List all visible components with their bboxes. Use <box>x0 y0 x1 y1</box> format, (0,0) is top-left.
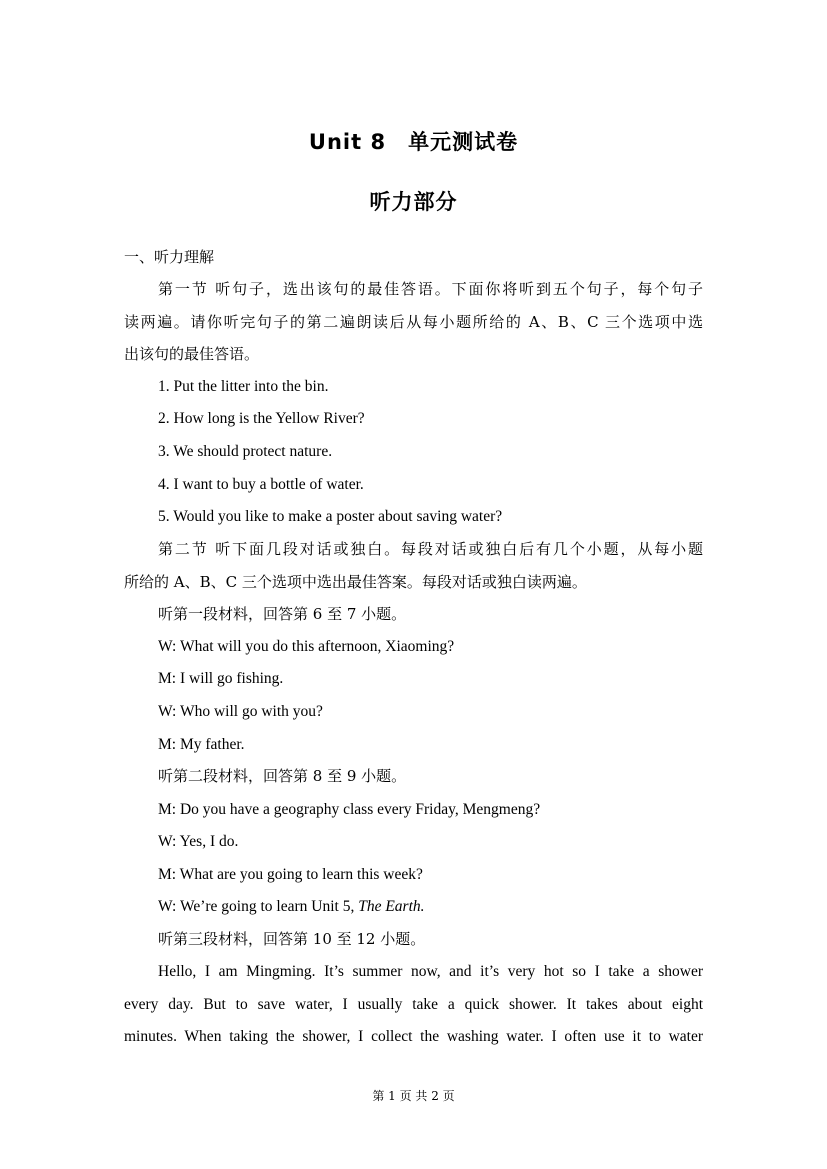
monologue-line: minutes. When taking the shower, I collect the washing water. I often use it to water <box>124 1028 703 1045</box>
document-subtitle: 听力部分 <box>369 190 458 214</box>
dialogue-line: W: What will you do this afternoon, Xiaoming? <box>158 638 455 655</box>
dialogue-line: M: What are you going to learn this week? <box>158 866 423 883</box>
dialogue-line: M: Do you have a geography class every Friday, Mengmeng? <box>158 801 541 818</box>
dialogue-line: W: Yes, I do. <box>158 833 239 850</box>
listening-sentence: 5. Would you like to make a poster about saving water? <box>158 508 503 525</box>
dialogue-line: M: I will go fishing. <box>158 670 284 687</box>
dialogue-line <box>158 897 425 917</box>
listening-sentence: 4. I want to buy a bottle of water. <box>158 476 364 493</box>
monologue-line: every day. But to save water, I usually take a quick shower. It takes about eight <box>124 996 703 1013</box>
monologue-line: Hello, I am Mingming. It’s summer now, and it’s very hot so I take a shower <box>158 963 703 980</box>
dialogue-line: W: Who will go with you? <box>158 703 323 720</box>
page-footer: 第 1 页 共 2 页 <box>372 1089 455 1103</box>
part1-instruction-line: 读两遍。请你听完句子的第二遍朗读后从每小题所给的 A、B、C 三个选项中选 <box>124 313 703 331</box>
part1-instruction-line: 出该句的最佳答语。 <box>124 345 260 363</box>
monologue-heading: 听第三段材料，回答第 10 至 12 小题。 <box>158 930 426 948</box>
listening-sentence: 2. How long is the Yellow River? <box>158 410 365 427</box>
listening-sentence: 1. Put the litter into the bin. <box>158 378 329 395</box>
dialogue1-heading: 听第一段材料，回答第 6 至 7 小题。 <box>158 605 407 623</box>
dialogue-line-text: W: We’re going to learn Unit 5, <box>158 898 359 915</box>
dialogue2-heading: 听第二段材料，回答第 8 至 9 小题。 <box>158 767 407 785</box>
listening-sentence: 3. We should protect nature. <box>158 443 333 460</box>
part2-instruction-line: 第二节 听下面几段对话或独白。每段对话或独白后有几个小题，从每小题 <box>158 540 703 558</box>
dialogue-line: M: My father. <box>158 736 245 753</box>
section-heading: 一、听力理解 <box>124 248 215 266</box>
part2-instruction-line: 所给的 A、B、C 三个选项中选出最佳答案。每段对话或独白读两遍。 <box>124 573 587 591</box>
document-title: Unit 8 单元测试卷 <box>308 130 519 154</box>
part1-instruction-line: 第一节 听句子，选出该句的最佳答语。下面你将听到五个句子，每个句子 <box>158 280 703 298</box>
unit-title-italic: The Earth. <box>358 898 425 915</box>
